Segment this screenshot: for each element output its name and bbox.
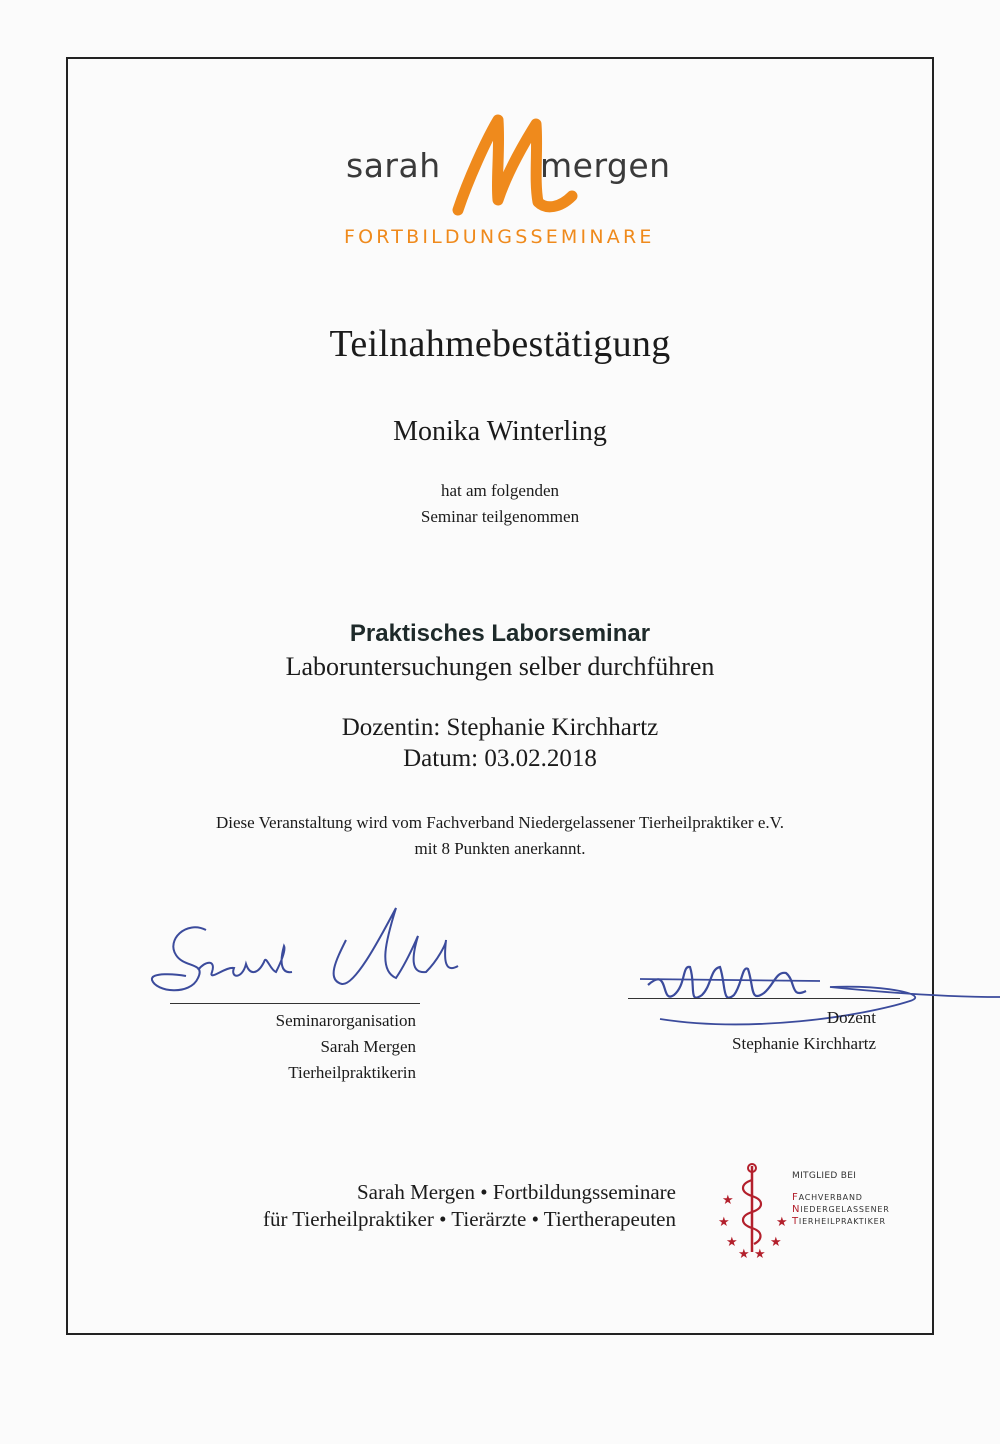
- star-icon: ★: [776, 1215, 788, 1230]
- signature-left: [146, 900, 466, 1010]
- signature-left-name: Sarah Mergen: [320, 1037, 416, 1056]
- membership-badge: [712, 1160, 912, 1270]
- logo: [330, 110, 690, 270]
- recognition-text: [0, 810, 1000, 862]
- logo-word-sarah: sarah: [346, 146, 441, 185]
- signature-left-title: Tierheilpraktikerin: [288, 1063, 416, 1082]
- footer-line-2: für Tierheilpraktiker • Tierärzte • Tiertherapeuten: [262, 1207, 676, 1231]
- certificate-title: Teilnahmebestätigung: [329, 323, 671, 365]
- star-icon: ★: [718, 1215, 730, 1230]
- badge-line-1: FACHVERBAND: [792, 1192, 863, 1203]
- signature-line-right: [628, 998, 900, 999]
- intro-line-1: hat am folgenden: [440, 481, 559, 500]
- footer-line-1: Sarah Mergen • Fortbildungsseminare: [357, 1180, 676, 1204]
- participant-name: Monika Winterling: [393, 416, 607, 447]
- signature-right-role: Dozent: [826, 1008, 876, 1027]
- badge-header: MITGLIED BEI: [792, 1171, 857, 1181]
- seminar-title: Praktisches Laborseminar: [349, 620, 651, 647]
- signature-line-left: [170, 1003, 420, 1004]
- star-icon: ★: [770, 1235, 782, 1250]
- badge-line-2: NIEDERGELASSENER: [792, 1204, 890, 1215]
- intro-text: [0, 478, 1000, 530]
- recognition-line-1: Diese Veranstaltung wird vom Fachverband Niedergelassener Tierheilpraktiker e.V.: [216, 813, 784, 832]
- signature-left-role: Seminarorganisation: [275, 1011, 416, 1030]
- star-icon: ★: [738, 1247, 750, 1262]
- star-icon: ★: [726, 1235, 738, 1250]
- lecturer-line: Dozentin: Stephanie Kirchhartz: [341, 714, 659, 741]
- star-icon: ★: [754, 1247, 766, 1262]
- seminar-subtitle: Laboruntersuchungen selber durchführen: [285, 652, 715, 681]
- intro-line-2: Seminar teilgenommen: [420, 507, 580, 526]
- logo-subtitle: FORTBILDUNGSSEMINARE: [344, 226, 655, 248]
- badge-line-3: TIERHEILPRAKTIKER: [792, 1216, 886, 1227]
- recognition-line-2: mit 8 Punkten anerkannt.: [414, 839, 586, 858]
- date-line: Datum: 03.02.2018: [403, 745, 597, 772]
- caduceus-stars-emblem: [712, 1160, 792, 1270]
- star-icon: ★: [722, 1193, 734, 1208]
- signature-block-left: [170, 1008, 416, 1086]
- signature-right-name: Stephanie Kirchhartz: [732, 1034, 876, 1053]
- signature-block-right: [640, 1005, 876, 1057]
- logo-word-mergen: mergen: [540, 146, 671, 185]
